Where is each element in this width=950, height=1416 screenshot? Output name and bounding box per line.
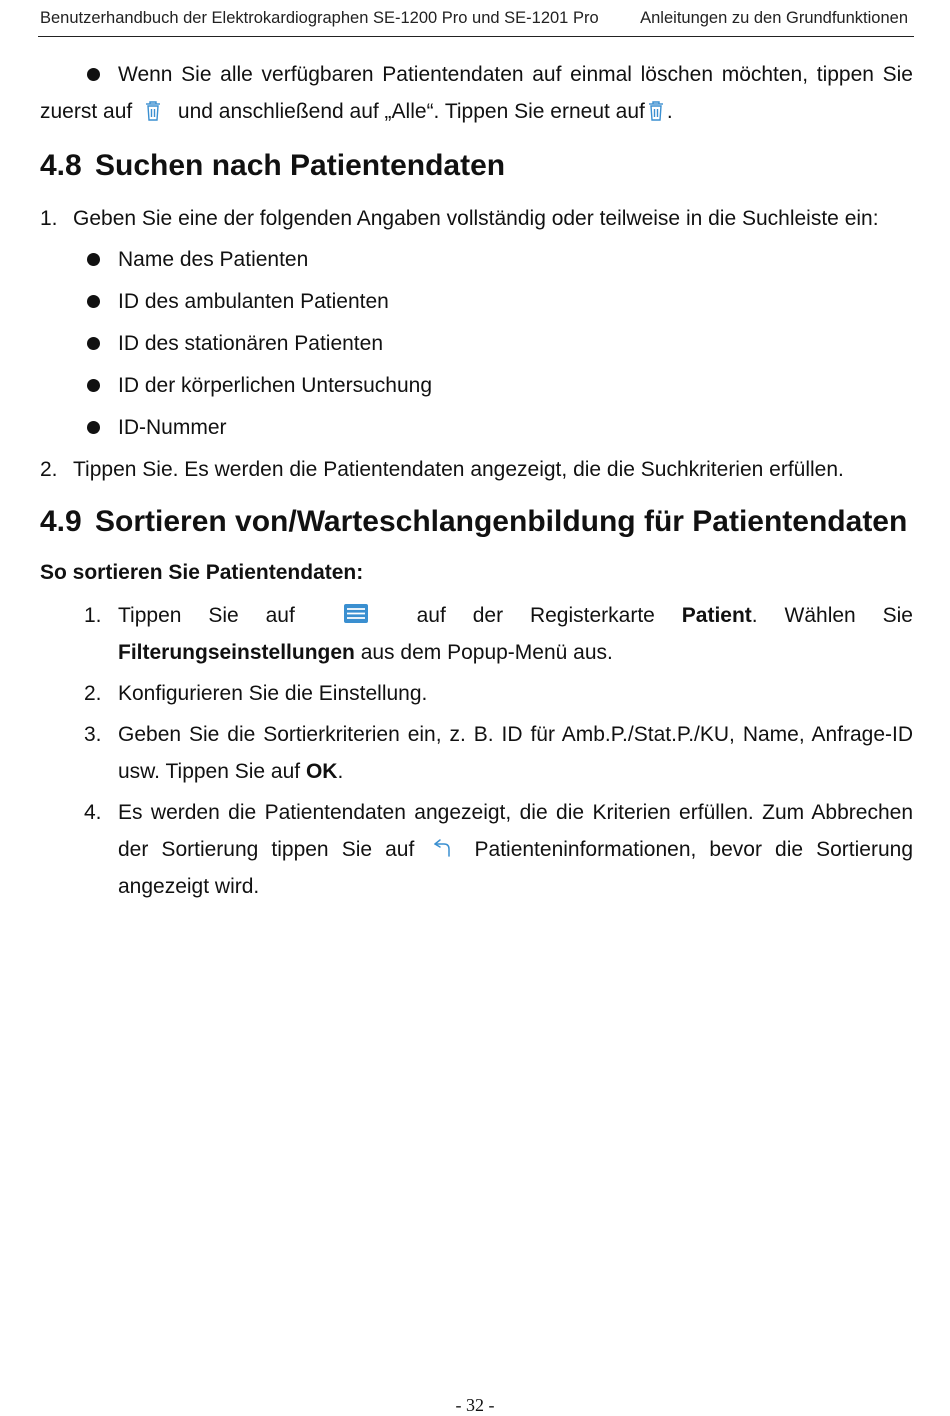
step-number: 1.	[84, 604, 102, 627]
step-text: auf der Registerkarte	[416, 604, 655, 627]
step-text-bold: Patient	[681, 604, 752, 627]
list-item	[40, 325, 913, 367]
list-item	[40, 283, 913, 325]
page-content	[40, 56, 913, 905]
intro-text-1: Wenn Sie alle verfügbaren Patientendaten auf einmal löschen möchten, tippen Sie zuerst auf	[40, 63, 913, 123]
section-title: Sortieren von/Warteschlangenbildung für Patientendaten	[95, 505, 908, 538]
step-text: Tippen Sie. Es werden die Patientendaten angezeigt, die die Suchkriterien erfüllen.	[73, 458, 844, 481]
back-arrow-icon	[427, 838, 461, 860]
list-item-text: ID der körperlichen Untersuchung	[118, 374, 432, 397]
step-text: . Wählen Sie	[751, 604, 913, 627]
search-step-2	[40, 451, 913, 488]
sort-step-4	[40, 794, 913, 905]
list-item-text: ID des ambulanten Patienten	[118, 290, 389, 313]
step-text-bold: OK	[305, 760, 338, 783]
list-item-text: Name des Patienten	[118, 248, 309, 271]
bullet-dot	[87, 379, 100, 392]
list-item	[40, 409, 913, 451]
step-number: 2.	[40, 458, 58, 481]
bullet-dot	[87, 68, 100, 81]
intro-text-3: .	[666, 100, 673, 123]
list-item	[40, 241, 913, 283]
section-4-8-heading	[40, 146, 913, 186]
step-text-bold: Filterungseinstellungen	[118, 641, 355, 664]
section-4-9-heading	[40, 502, 913, 542]
header-manual-title: Benutzerhandbuch der Elektrokardiographen SE-1200 Pro und SE-1201 Pro	[40, 9, 599, 27]
step-text: Es werden die Patientendaten angezeigt, die die Kriterien erfüllen. Zum Abbrechen der Sortierung tippen Sie auf	[118, 801, 913, 861]
section-title: Suchen nach Patientendaten	[95, 149, 506, 182]
intro-bullet	[40, 56, 913, 130]
step-text: Geben Sie eine der folgenden Angaben vollständig oder teilweise in die Suchleiste ein:	[73, 207, 879, 230]
step-text: Konfigurieren Sie die Einstellung.	[118, 682, 428, 705]
page-number: - 32 -	[455, 1395, 495, 1415]
step-text: aus dem Popup-Menü aus.	[360, 641, 613, 664]
search-step-1	[40, 200, 913, 237]
step-number: 4.	[84, 801, 102, 824]
bullet-dot	[87, 337, 100, 350]
step-number: 2.	[84, 682, 102, 705]
page-header	[38, 0, 914, 37]
header-chapter-title: Anleitungen zu den Grundfunktionen	[640, 9, 908, 27]
trash-icon	[645, 100, 667, 122]
step-text: Patienteninformationen, bevor die Sortierung angezeigt wird.	[118, 838, 914, 898]
bullet-dot	[87, 295, 100, 308]
search-criteria-list	[40, 241, 913, 451]
intro-text-2: und anschließend auf „Alle“. Tippen Sie erneut auf	[177, 100, 645, 123]
list-item-text: ID-Nummer	[118, 416, 227, 439]
list-item-text: ID des stationären Patienten	[118, 332, 384, 355]
step-text: Geben Sie die Sortierkriterien ein, z. B. ID für Amb.P./Stat.P./KU, Name, Anfrage-ID usw. Tippen Sie auf	[118, 723, 913, 783]
sort-step-2	[40, 675, 913, 712]
bullet-dot	[87, 421, 100, 434]
step-number: 1.	[40, 207, 58, 230]
menu-list-icon	[322, 602, 390, 626]
sort-step-3	[40, 716, 913, 790]
bullet-dot	[87, 253, 100, 266]
step-number: 3.	[84, 723, 102, 746]
section-number: 4.9	[40, 505, 82, 538]
trash-icon	[138, 100, 172, 122]
step-text: Tippen Sie auf	[118, 604, 295, 627]
list-item	[40, 367, 913, 409]
sort-subheading: So sortieren Sie Patientendaten:	[40, 561, 364, 584]
section-number: 4.8	[40, 149, 82, 182]
sort-step-1	[40, 597, 913, 671]
step-text: .	[337, 760, 344, 783]
